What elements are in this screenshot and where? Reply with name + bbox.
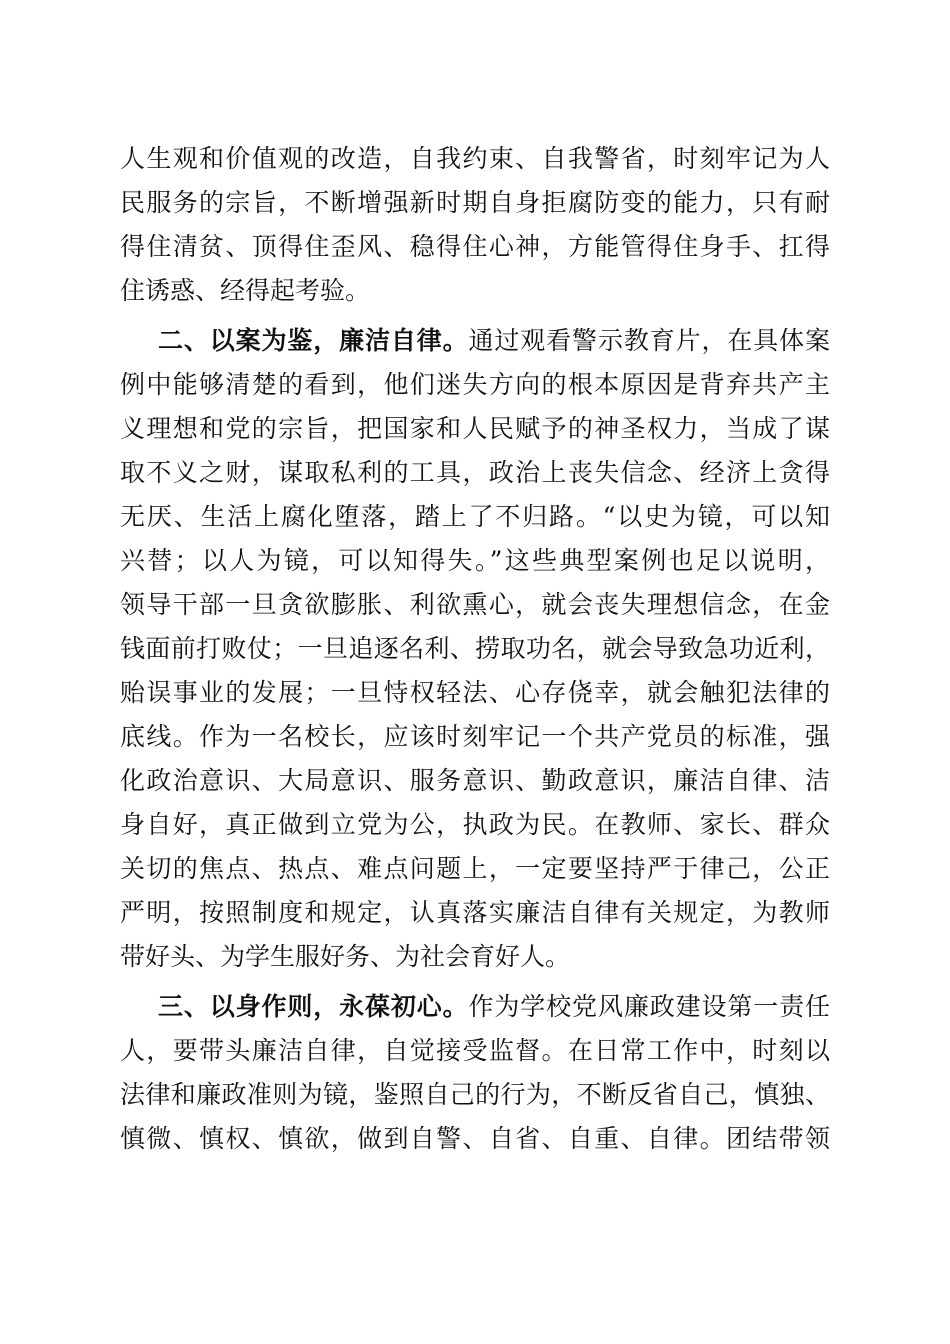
paragraph-2-line: 例中能够清楚的看到，他们迷失方向的根本原因是背弃共产主 <box>120 370 830 399</box>
paragraph-2-line: 化政治意识、大局意识、服务意识、勤政意识，廉洁自律、洁 <box>120 766 830 795</box>
paragraph-2-line: 身自好，真正做到立党为公，执政为民。在教师、家长、群众 <box>120 810 830 839</box>
paragraph-1-line: 民服务的宗旨，不断增强新时期自身拒腐防变的能力，只有耐 <box>120 188 830 217</box>
paragraph-1-line: 人生观和价值观的改造，自我约束、自我警省，时刻牢记为人 <box>120 144 830 173</box>
paragraph-2-line: 关切的焦点、热点、难点问题上，一定要坚持严于律己，公正 <box>120 854 830 883</box>
paragraph-2-line: 领导干部一旦贪欲膨胀、利欲熏心，就会丧失理想信念，在金 <box>120 590 830 619</box>
paragraph-3-first-line-text: 作为学校党风廉政建设第一责任 <box>468 992 830 1021</box>
paragraph-1-line: 得住清贫、顶得住歪风、稳得住心神，方能管得住身手、扛得 <box>120 232 830 261</box>
paragraph-2-line: 贻误事业的发展；一旦恃权轻法、心存侥幸，就会触犯法律的 <box>120 678 830 707</box>
paragraph-2-line: 无厌、生活上腐化堕落，踏上了不归路。“以史为镜，可以知 <box>120 502 830 531</box>
section-3-heading: 三、以身作则，永葆初心。 <box>158 992 469 1021</box>
paragraph-2-line: 严明，按照制度和规定，认真落实廉洁自律有关规定，为教师 <box>120 898 830 927</box>
paragraph-2-first-line-text: 通过观看警示教育片，在具体案 <box>468 326 830 355</box>
section-2-heading: 二、以案为鉴，廉洁自律。 <box>158 326 469 355</box>
paragraph-2-first-line <box>158 323 830 359</box>
paragraph-2-line: 兴替；以人为镜，可以知得失。”这些典型案例也足以说明， <box>120 546 830 575</box>
paragraph-3-line: 人，要带头廉洁自律，自觉接受监督。在日常工作中，时刻以 <box>120 1036 830 1065</box>
paragraph-2-line: 取不义之财，谋取私利的工具，政治上丧失信念、经济上贪得 <box>120 458 830 487</box>
paragraph-2-line: 义理想和党的宗旨，把国家和人民赋予的神圣权力，当成了谋 <box>120 414 830 443</box>
paragraph-2-line: 带好头、为学生服好务、为社会育好人。 <box>120 942 571 971</box>
paragraph-2-line: 底线。作为一名校长，应该时刻牢记一个共产党员的标准，强 <box>120 722 830 751</box>
paragraph-3-first-line <box>158 989 830 1025</box>
paragraph-1-line: 住诱惑、经得起考验。 <box>120 276 371 305</box>
paragraph-2-line: 钱面前打败仗；一旦追逐名利、捞取功名，就会导致急功近利， <box>120 634 830 663</box>
paragraph-3-line: 法律和廉政准则为镜，鉴照自己的行为，不断反省自己，慎独、 <box>120 1080 830 1109</box>
paragraph-3-line: 慎微、慎权、慎欲，做到自警、自省、自重、自律。团结带领 <box>120 1124 830 1153</box>
